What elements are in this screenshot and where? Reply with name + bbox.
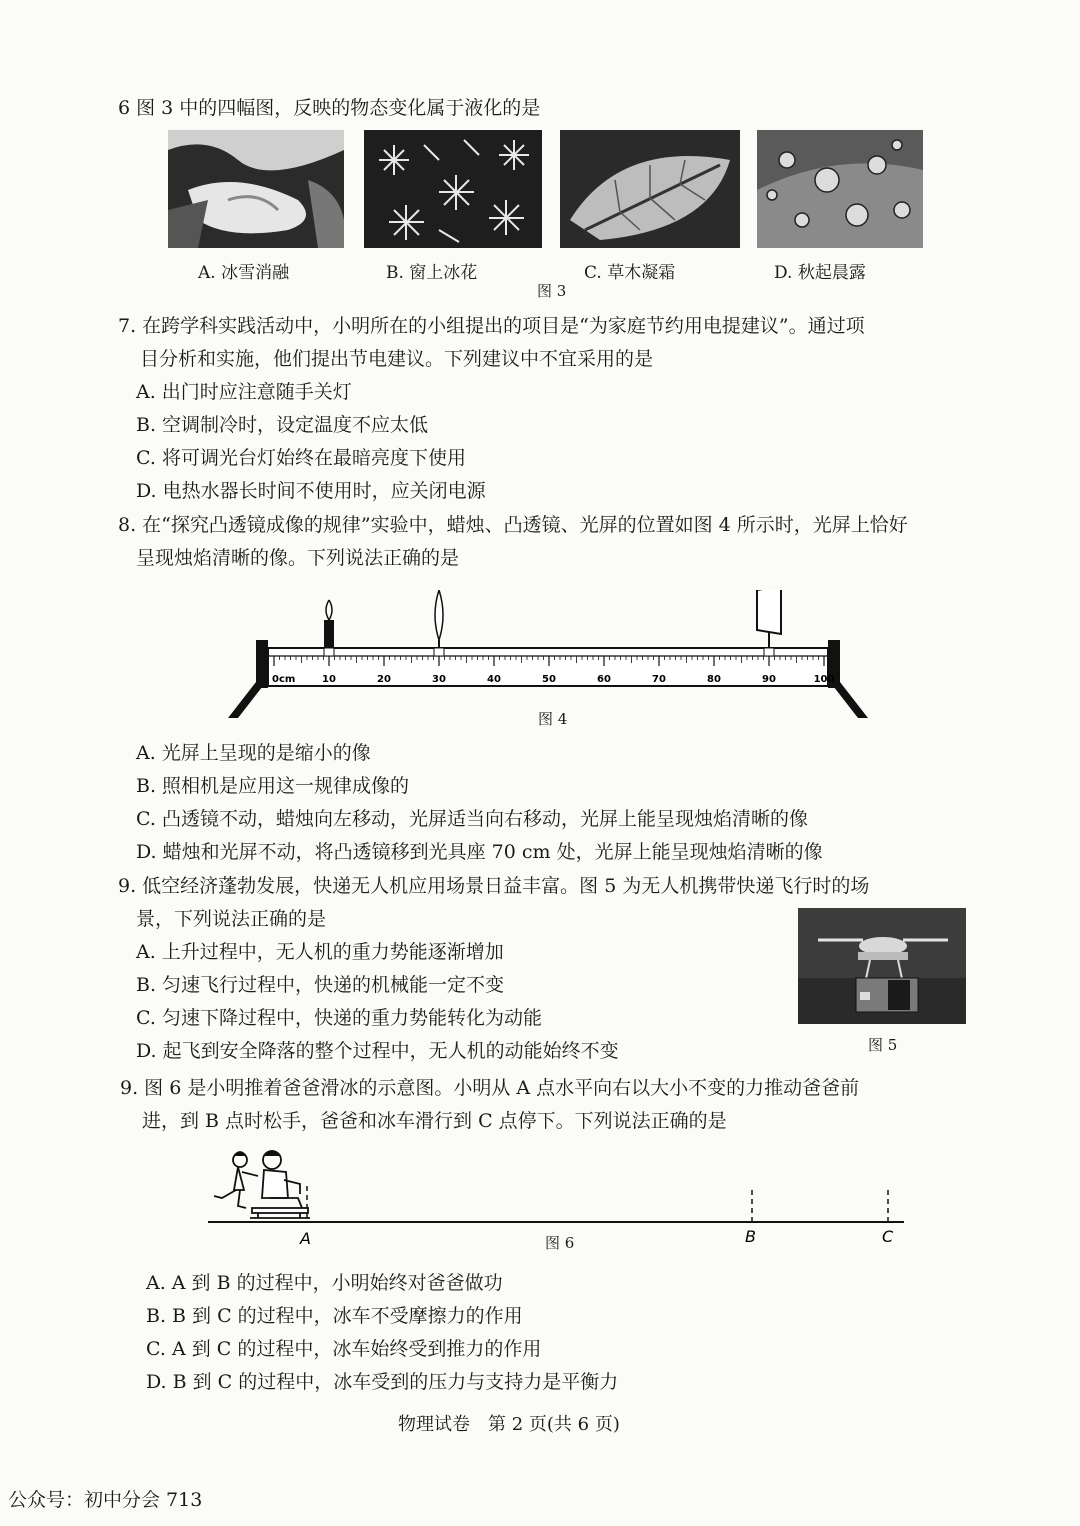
- figure-4-label: 图 4: [538, 710, 568, 728]
- q10-option-c: C. A 到 C 的过程中，冰车始终受到推力的作用: [146, 1338, 542, 1360]
- photo-morning-dew: [757, 130, 923, 248]
- ruler-label: 80: [707, 674, 721, 685]
- figure-3-label: 图 3: [537, 282, 567, 300]
- ruler-label: 0cm: [272, 674, 296, 685]
- q9-option-c: C. 匀速下降过程中，快递的重力势能转化为动能: [136, 1007, 542, 1029]
- ruler-label: 50: [542, 674, 556, 685]
- q9-stem-line1: 9. 低空经济蓬勃发展，快递无人机应用场景日益丰富。图 5 为无人机携带快递飞行时的场: [118, 875, 870, 897]
- point-a-label: A: [300, 1229, 311, 1246]
- page-footer: 物理试卷 第 2 页(共 6 页): [398, 1414, 620, 1435]
- figure-6-skating: [200, 1146, 912, 1246]
- bench-left-end: [256, 640, 268, 688]
- q10-stem-line1: 9. 图 6 是小明推着爸爸滑冰的示意图。小明从 A 点水平向右以大小不变的力推动爸爸前: [120, 1077, 860, 1099]
- photo-delivery-drone: [798, 908, 966, 1024]
- watermark: 公众号：初中分会 713: [8, 1489, 203, 1511]
- father-on-sled: [250, 1151, 310, 1218]
- candle: [324, 600, 334, 656]
- q9-stem-line2: 景，下列说法正确的是: [136, 908, 327, 930]
- q8-option-b: B. 照相机是应用这一规律成像的: [136, 775, 410, 797]
- ruler-label: 10: [322, 674, 336, 685]
- figure-5-label: 图 5: [868, 1036, 898, 1054]
- q6-option-b: B. 窗上冰花: [386, 263, 478, 283]
- q7-stem-line2: 目分析和实施，他们提出节电建议。下列建议中不宜采用的是: [140, 348, 654, 370]
- figure-4-optical-bench: [226, 590, 876, 720]
- ruler-label: 90: [762, 674, 776, 685]
- light-screen: [757, 590, 781, 656]
- point-b-label: B: [745, 1227, 756, 1246]
- ruler-label: 70: [652, 674, 666, 685]
- q6-option-c: C. 草木凝霜: [584, 263, 676, 283]
- q7-option-c: C. 将可调光台灯始终在最暗亮度下使用: [136, 447, 466, 469]
- photo-window-frost: [364, 130, 542, 248]
- q8-stem-line2: 呈现烛焰清晰的像。下列说法正确的是: [136, 547, 460, 569]
- q6-option-d: D. 秋起晨露: [774, 263, 866, 283]
- q8-option-a: A. 光屏上呈现的是缩小的像: [136, 742, 371, 764]
- q9-option-b: B. 匀速飞行过程中，快递的机械能一定不变: [136, 974, 505, 996]
- ruler-label: 40: [487, 674, 501, 685]
- ruler-label: 100: [813, 674, 835, 685]
- q10-option-b: B. B 到 C 的过程中，冰车不受摩擦力的作用: [146, 1305, 523, 1327]
- q10-stem-line2: 进，到 B 点时松手，爸爸和冰车滑行到 C 点停下。下列说法正确的是: [142, 1110, 727, 1132]
- child-skater: [214, 1152, 258, 1208]
- q7-option-d: D. 电热水器长时间不使用时，应关闭电源: [136, 480, 486, 502]
- q9-option-a: A. 上升过程中，无人机的重力势能逐渐增加: [136, 941, 504, 963]
- ruler-label: 60: [597, 674, 611, 685]
- q9-option-d: D. 起飞到安全降落的整个过程中，无人机的动能始终不变: [136, 1040, 619, 1062]
- q6-option-a: A. 冰雪消融: [198, 263, 290, 283]
- q8-option-c: C. 凸透镜不动，蜡烛向左移动，光屏适当向右移动，光屏上能呈现烛焰清晰的像: [136, 808, 808, 830]
- q7-stem-line1: 7. 在跨学科实践活动中，小明所在的小组提出的项目是“为家庭节约用电提建议”。通过项: [118, 315, 865, 337]
- figure-6-label: 图 6: [545, 1234, 575, 1252]
- convex-lens: [434, 590, 444, 656]
- q8-stem-line1: 8. 在“探究凸透镜成像的规律”实验中，蜡烛、凸透镜、光屏的位置如图 4 所示时，光屏上恰好: [118, 514, 908, 536]
- q6-stem: 6 图 3 中的四幅图，反映的物态变化属于液化的是: [118, 97, 541, 119]
- photo-frost-leaf: [560, 130, 740, 248]
- q10-option-a: A. A 到 B 的过程中，小明始终对爸爸做功: [146, 1272, 503, 1294]
- ruler-label: 30: [432, 674, 446, 685]
- point-c-label: C: [882, 1227, 894, 1246]
- q10-option-d: D. B 到 C 的过程中，冰车受到的压力与支持力是平衡力: [146, 1371, 619, 1393]
- q7-option-b: B. 空调制冷时，设定温度不应太低: [136, 414, 429, 436]
- q8-option-d: D. 蜡烛和光屏不动，将凸透镜移到光具座 70 cm 处，光屏上能呈现烛焰清晰的像: [136, 841, 823, 863]
- ruler-label: 20: [377, 674, 391, 685]
- q7-option-a: A. 出门时应注意随手关灯: [136, 381, 352, 403]
- photo-ice-snow-melting: [168, 130, 344, 248]
